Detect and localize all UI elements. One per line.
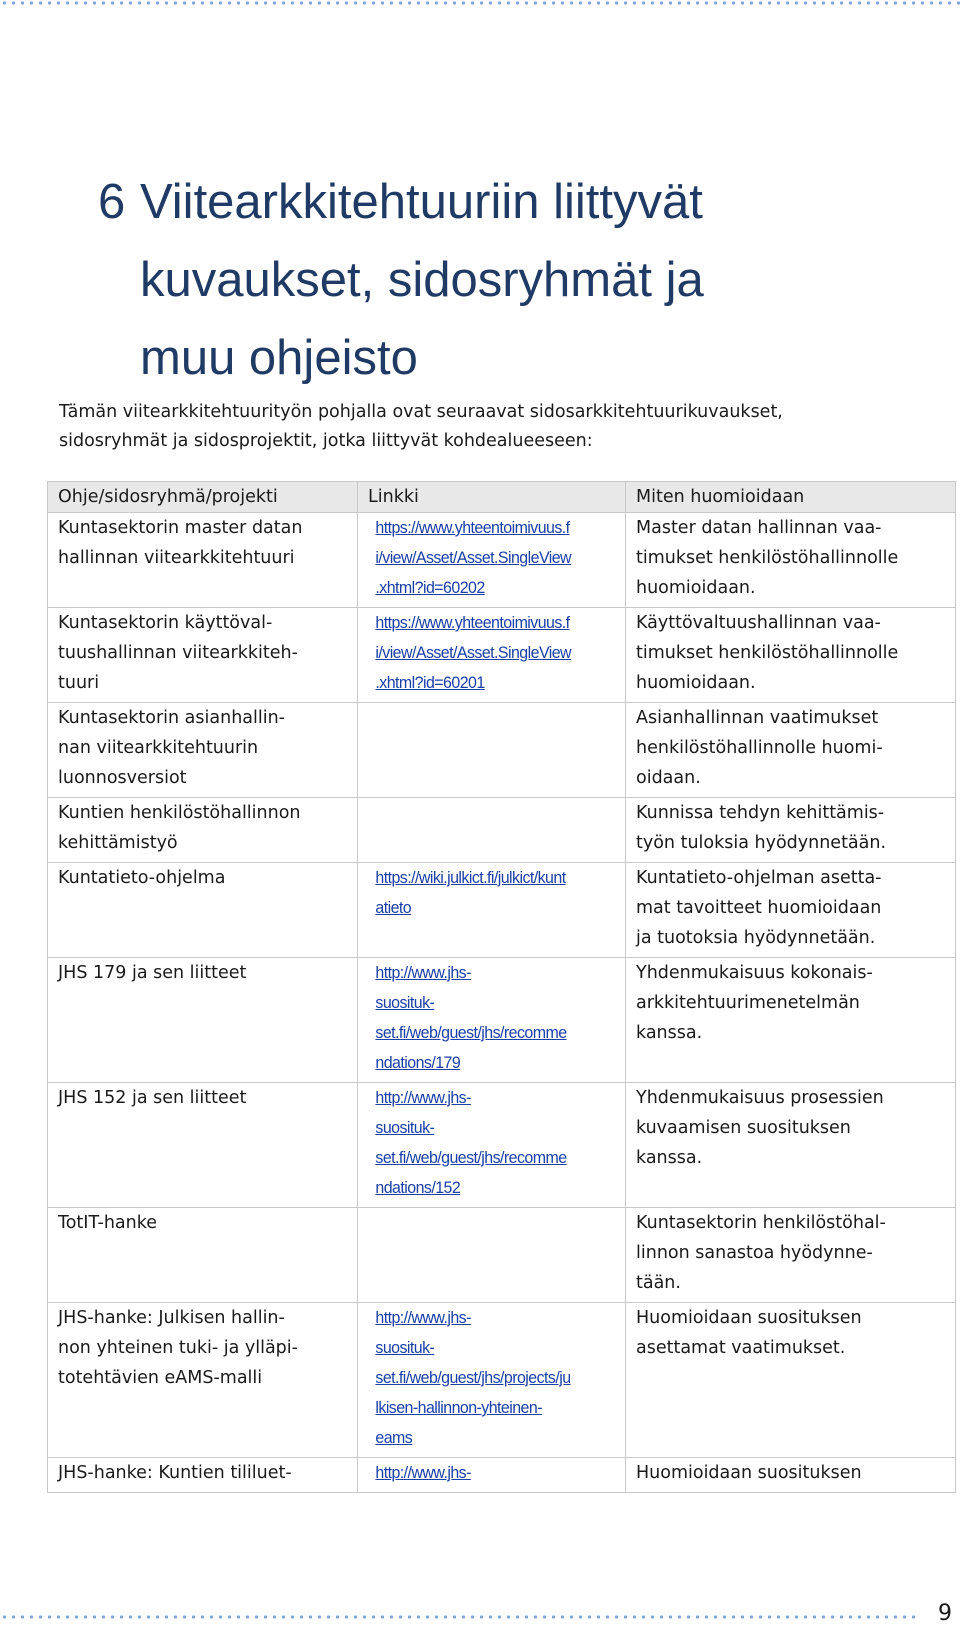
reference-link[interactable] (375, 1458, 607, 1488)
consideration-cell-line: kanssa. (636, 1148, 703, 1168)
project-cell (48, 608, 358, 703)
link-cell (358, 513, 626, 608)
top-dotted-border (0, 0, 960, 6)
reference-link[interactable] (375, 1303, 607, 1453)
project-cell-line: JHS-hanke: Julkisen hallin- (58, 1308, 285, 1328)
link-cell (358, 1083, 626, 1208)
section-number: 6 (98, 174, 126, 229)
project-cell (48, 863, 358, 958)
project-cell (48, 958, 358, 1083)
link-text-line: set.fi/web/guest/jhs/recomme (375, 1148, 567, 1167)
section-heading (98, 163, 918, 397)
consideration-cell-line: Yhdenmukaisuus prosessien (636, 1088, 884, 1108)
project-cell-line: Kuntasektorin käyttöval- (58, 613, 273, 633)
project-cell-line: luonnosversiot (58, 768, 187, 788)
consideration-cell-line: kuvaamisen suosituksen (636, 1118, 851, 1138)
consideration-cell (626, 1083, 956, 1208)
project-cell-line: totehtävien eAMS-malli (58, 1368, 263, 1388)
project-cell-line: TotIT-hanke (58, 1213, 158, 1233)
link-text-line: ndations/152 (375, 1178, 461, 1197)
consideration-cell-line: linnon sanastoa hyödynne- (636, 1243, 873, 1263)
reference-table (47, 481, 956, 1493)
consideration-cell-line: timukset henkilöstöhallinnolle (636, 643, 899, 663)
consideration-cell-line: Yhdenmukaisuus kokonais- (636, 963, 873, 983)
table-row (48, 863, 956, 958)
heading-line-1: Viitearkkitehtuuriin liittyvät (140, 174, 703, 229)
project-cell-line: Kuntatieto-ohjelma (58, 868, 226, 888)
link-text-line: .xhtml?id=60202 (375, 578, 485, 597)
table-row (48, 608, 956, 703)
project-cell-line: tuuri (58, 673, 100, 693)
consideration-cell (626, 513, 956, 608)
link-text-line: http://www.jhs- (375, 1088, 471, 1107)
table-row (48, 1083, 956, 1208)
project-cell-line: JHS-hanke: Kuntien tililuet- (58, 1463, 292, 1483)
link-cell (358, 608, 626, 703)
link-text-line: https://www.yhteentoimivuus.f (375, 613, 570, 632)
project-cell (48, 513, 358, 608)
header-consideration: Miten huomioidaan (626, 482, 956, 513)
intro-paragraph (59, 398, 919, 456)
table-row (48, 1303, 956, 1458)
link-text-line: lkisen-hallinnon-yhteinen- (375, 1398, 542, 1417)
project-cell (48, 703, 358, 798)
project-cell-line: tuushallinnan viitearkkiteh- (58, 643, 298, 663)
project-cell-line: Kuntien henkilöstöhallinnon (58, 803, 301, 823)
link-text-line: http://www.jhs- (375, 963, 471, 982)
table-row (48, 1458, 956, 1493)
link-text-line: https://wiki.julkict.fi/julkict/kunt (375, 868, 566, 887)
consideration-cell-line: huomioidaan. (636, 578, 756, 598)
intro-line-2: sidosryhmät ja sidosprojektit, jotka liittyvät kohdealueeseen: (59, 431, 593, 451)
table-body (48, 513, 956, 1493)
consideration-cell (626, 1458, 956, 1493)
header-project: Ohje/sidosryhmä/projekti (48, 482, 358, 513)
project-cell-line: Kuntasektorin master datan (58, 518, 303, 538)
heading-line-2: kuvaukset, sidosryhmät ja (140, 252, 704, 307)
consideration-cell-line: kanssa. (636, 1023, 703, 1043)
consideration-cell (626, 863, 956, 958)
link-cell (358, 1208, 626, 1303)
project-cell-line: kehittämistyö (58, 833, 178, 853)
link-text-line: i/view/Asset/Asset.SingleView (375, 643, 572, 662)
project-cell (48, 1208, 358, 1303)
project-cell (48, 1303, 358, 1458)
consideration-cell-line: Huomioidaan suosituksen (636, 1463, 862, 1483)
consideration-cell-line: huomioidaan. (636, 673, 756, 693)
consideration-cell-line: Huomioidaan suosituksen (636, 1308, 862, 1328)
consideration-cell-line: asettamat vaatimukset. (636, 1338, 846, 1358)
consideration-cell-line: tään. (636, 1273, 681, 1293)
consideration-cell-line: Kuntatieto-ohjelman asetta- (636, 868, 882, 888)
reference-link[interactable] (375, 958, 607, 1078)
link-text-line: suosituk- (375, 1338, 435, 1357)
link-cell (358, 703, 626, 798)
consideration-cell (626, 1303, 956, 1458)
project-cell-line: non yhteinen tuki- ja ylläpi- (58, 1338, 298, 1358)
link-cell (358, 1303, 626, 1458)
link-text-line: i/view/Asset/Asset.SingleView (375, 548, 572, 567)
consideration-cell-line: Master datan hallinnan vaa- (636, 518, 882, 538)
project-cell-line: hallinnan viitearkkitehtuuri (58, 548, 295, 568)
link-text-line: suosituk- (375, 993, 435, 1012)
link-text-line: .xhtml?id=60201 (375, 673, 485, 692)
table-row (48, 513, 956, 608)
link-cell (358, 958, 626, 1083)
table-header-row (48, 482, 956, 513)
table-row (48, 1208, 956, 1303)
link-text-line: set.fi/web/guest/jhs/projects/ju (375, 1368, 571, 1387)
consideration-cell-line: mat tavoitteet huomioidaan (636, 898, 882, 918)
link-text-line: suosituk- (375, 1118, 435, 1137)
bottom-dotted-border (0, 1614, 920, 1620)
consideration-cell-line: Kunnissa tehdyn kehittämis- (636, 803, 885, 823)
project-cell-line: JHS 152 ja sen liitteet (58, 1088, 247, 1108)
project-cell-line: Kuntasektorin asianhallin- (58, 708, 285, 728)
link-text-line: eams (375, 1428, 413, 1447)
consideration-cell-line: timukset henkilöstöhallinnolle (636, 548, 899, 568)
project-cell (48, 1083, 358, 1208)
project-cell (48, 798, 358, 863)
heading-line-3: muu ohjeisto (140, 330, 418, 385)
consideration-cell (626, 703, 956, 798)
consideration-cell-line: oidaan. (636, 768, 701, 788)
link-cell (358, 798, 626, 863)
table-row (48, 703, 956, 798)
consideration-cell-line: henkilöstöhallinnolle huomi- (636, 738, 883, 758)
table-row (48, 798, 956, 863)
reference-link[interactable] (375, 1083, 607, 1203)
link-cell (358, 863, 626, 958)
link-text-line: https://www.yhteentoimivuus.f (375, 518, 570, 537)
link-text-line: http://www.jhs- (375, 1308, 471, 1327)
project-cell (48, 1458, 358, 1493)
link-cell (358, 1458, 626, 1493)
link-text-line: http://www.jhs- (375, 1463, 471, 1482)
project-cell-line: nan viitearkkitehtuurin (58, 738, 259, 758)
consideration-cell-line: ja tuotoksia hyödynnetään. (636, 928, 876, 948)
consideration-cell-line: työn tuloksia hyödynnetään. (636, 833, 887, 853)
reference-link[interactable] (375, 608, 607, 698)
page-number: 9 (938, 1601, 952, 1626)
link-text-line: set.fi/web/guest/jhs/recomme (375, 1023, 567, 1042)
header-link: Linkki (358, 482, 626, 513)
link-text-line: ndations/179 (375, 1053, 461, 1072)
consideration-cell-line: Asianhallinnan vaatimukset (636, 708, 879, 728)
consideration-cell (626, 608, 956, 703)
consideration-cell-line: Käyttövaltuushallinnan vaa- (636, 613, 881, 633)
intro-line-1: Tämän viitearkkitehtuurityön pohjalla ovat seuraavat sidosarkkitehtuurikuvaukset, (59, 402, 783, 422)
consideration-cell (626, 1208, 956, 1303)
consideration-cell-line: arkkitehtuurimenetelmän (636, 993, 860, 1013)
consideration-cell (626, 958, 956, 1083)
reference-link[interactable] (375, 513, 607, 603)
reference-link[interactable] (375, 863, 607, 923)
table-row (48, 958, 956, 1083)
consideration-cell (626, 798, 956, 863)
link-text-line: atieto (375, 898, 412, 917)
consideration-cell-line: Kuntasektorin henkilöstöhal- (636, 1213, 886, 1233)
project-cell-line: JHS 179 ja sen liitteet (58, 963, 247, 983)
